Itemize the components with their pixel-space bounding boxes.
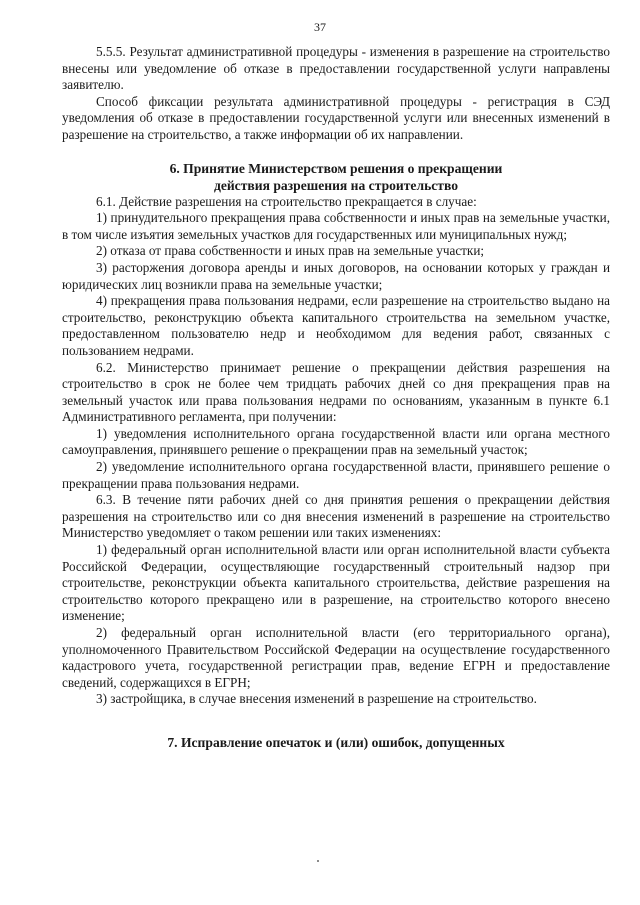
paragraph-6-3-item-1: 1) федеральный орган исполнительной власти или орган исполнительной власти субъекта Российской Федерации, осуществляющие государственный строительный надзор при строительстве, реконструкции объекта капитального строительства, действие разрешения на строительство которого прекращено или в разрешение, на строительство которого внесено изменение;: [62, 542, 610, 624]
paragraph-6-3-item-3: 3) застройщика, в случае внесения изменений в разрешение на строительство.: [96, 691, 537, 707]
section-6-heading: [62, 160, 610, 194]
section-7-heading: 7. Исправление опечаток и (или) ошибок, допущенных: [167, 734, 505, 750]
paragraph-fixation-method: Способ фиксации результата административной процедуры - регистрация в СЭД уведомления об отказе в предоставлении государственной услуги или внесенных изменений в разрешение на строительство, а также информации об их направлении.: [62, 93, 610, 142]
section-6-heading-line-2: действия разрешения на строительство: [213, 177, 459, 193]
page-number: 37: [314, 20, 326, 34]
paragraph-6-3: 6.3. В течение пяти рабочих дней со дня принятия решения о прекращении действия разрешения на строительство или со дня внесения изменений в разрешение на строительство Министерство уведомляет о таком решении или таких изменениях:: [62, 492, 610, 541]
paragraph-6-1-item-4: 4) прекращения права пользования недрами, если разрешение на строительство выдано на строительство, реконструкцию объекта капитального строительства на земельном участке, предоставленном пользователю недр и необходимом для ведения работ, связанных с пользованием недрами.: [62, 293, 610, 358]
paragraph-6-1-item-3: 3) расторжения договора аренды и иных договоров, на основании которых у граждан и юридических лиц возникли права на земельные участки;: [62, 259, 610, 292]
paragraph-6-2-item-1: 1) уведомления исполнительного органа государственной власти или органа местного самоуправления, принявшего решение о прекращении прав на земельный участок;: [62, 425, 610, 458]
scan-speck: [317, 860, 319, 862]
paragraph-6-1: 6.1. Действие разрешения на строительство прекращается в случае:: [96, 193, 477, 209]
section-6-heading-line-1: 6. Принятие Министерством решения о прекращении: [169, 160, 503, 176]
paragraph-5-5-5: 5.5.5. Результат административной процедуры - изменения в разрешение на строительство внесены или уведомление об отказе в предоставлении государственной услуги направлены заявителю.: [62, 44, 610, 93]
paragraph-6-3-item-2: 2) федеральный орган исполнительной власти (его территориального органа), уполномоченного Правительством Российской Федерации на осуществление государственного кадастрового учета, государственной регистрации прав, ведение ЕГРН и предоставление сведений, содержащихся в ЕГРН;: [62, 625, 610, 690]
document-body: [62, 44, 610, 751]
paragraph-6-2: 6.2. Министерство принимает решение о прекращении действия разрешения на строительство в срок не более чем тридцать рабочих дней со дня прекращения прав на земельный участок или права пользования недрами по основаниям, указанным в пункте 6.1 Административного регламента, при получении:: [62, 359, 610, 425]
paragraph-6-2-item-2: 2) уведомление исполнительного органа государственной власти, принявшего решение о прекращении права пользования недрами.: [62, 459, 610, 491]
paragraph-6-1-item-2: 2) отказа от права собственности и иных прав на земельные участки;: [96, 243, 485, 259]
paragraph-6-1-item-1: 1) принудительного прекращения права собственности и иных прав на земельные участки, в том числе изъятия земельных участков для государственных или муниципальных нужд;: [62, 210, 610, 242]
